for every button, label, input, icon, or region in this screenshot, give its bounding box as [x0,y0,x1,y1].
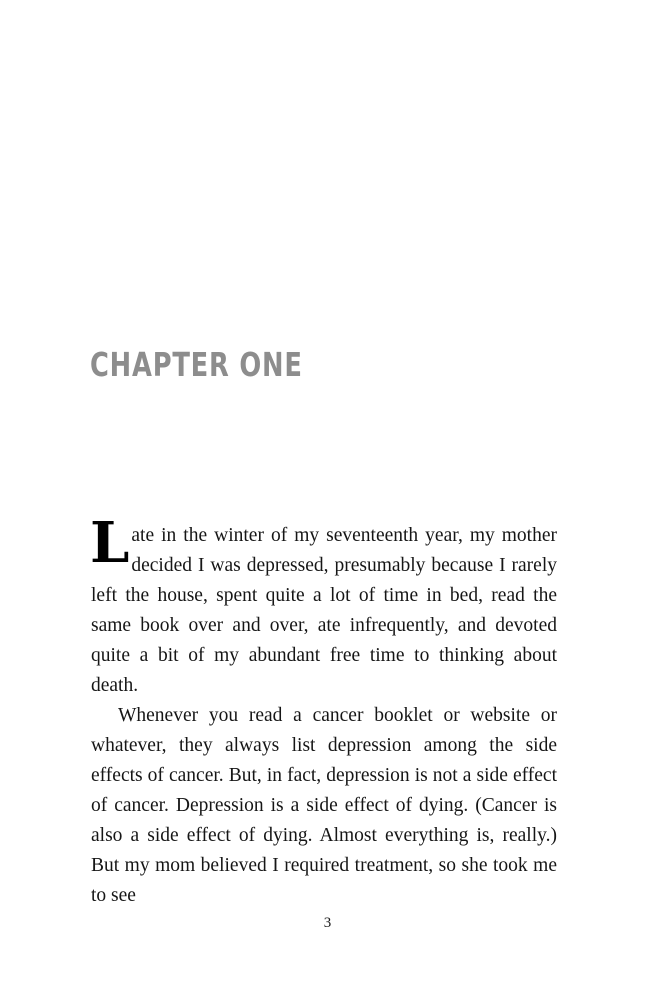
chapter-heading: CHAPTER ONE [90,345,303,384]
paragraph-first [90,510,557,701]
paragraph-first-text: ate in the winter of my seventeenth year, my mother decided I was depressed, presumably because I rarely left the house, spent quite a lot of time in bed, read the same book over and over, ate infrequently, and devoted quite a bit of my abundant free time to thinking about death. [91,525,557,696]
body-text-block [90,510,557,911]
paragraph-second: Whenever you read a cancer booklet or website or whatever, they always list depression among the side effects of cancer. But, in fact, depression is not a side effect of cancer. Depression is a side effect of dying. (Cancer is also a side effect of dying. Almost everything is, really.) But my mom believed I required treatment, so she took me to see [91,705,557,906]
page-number: 3 [323,915,332,931]
drop-cap: L [90,510,130,576]
